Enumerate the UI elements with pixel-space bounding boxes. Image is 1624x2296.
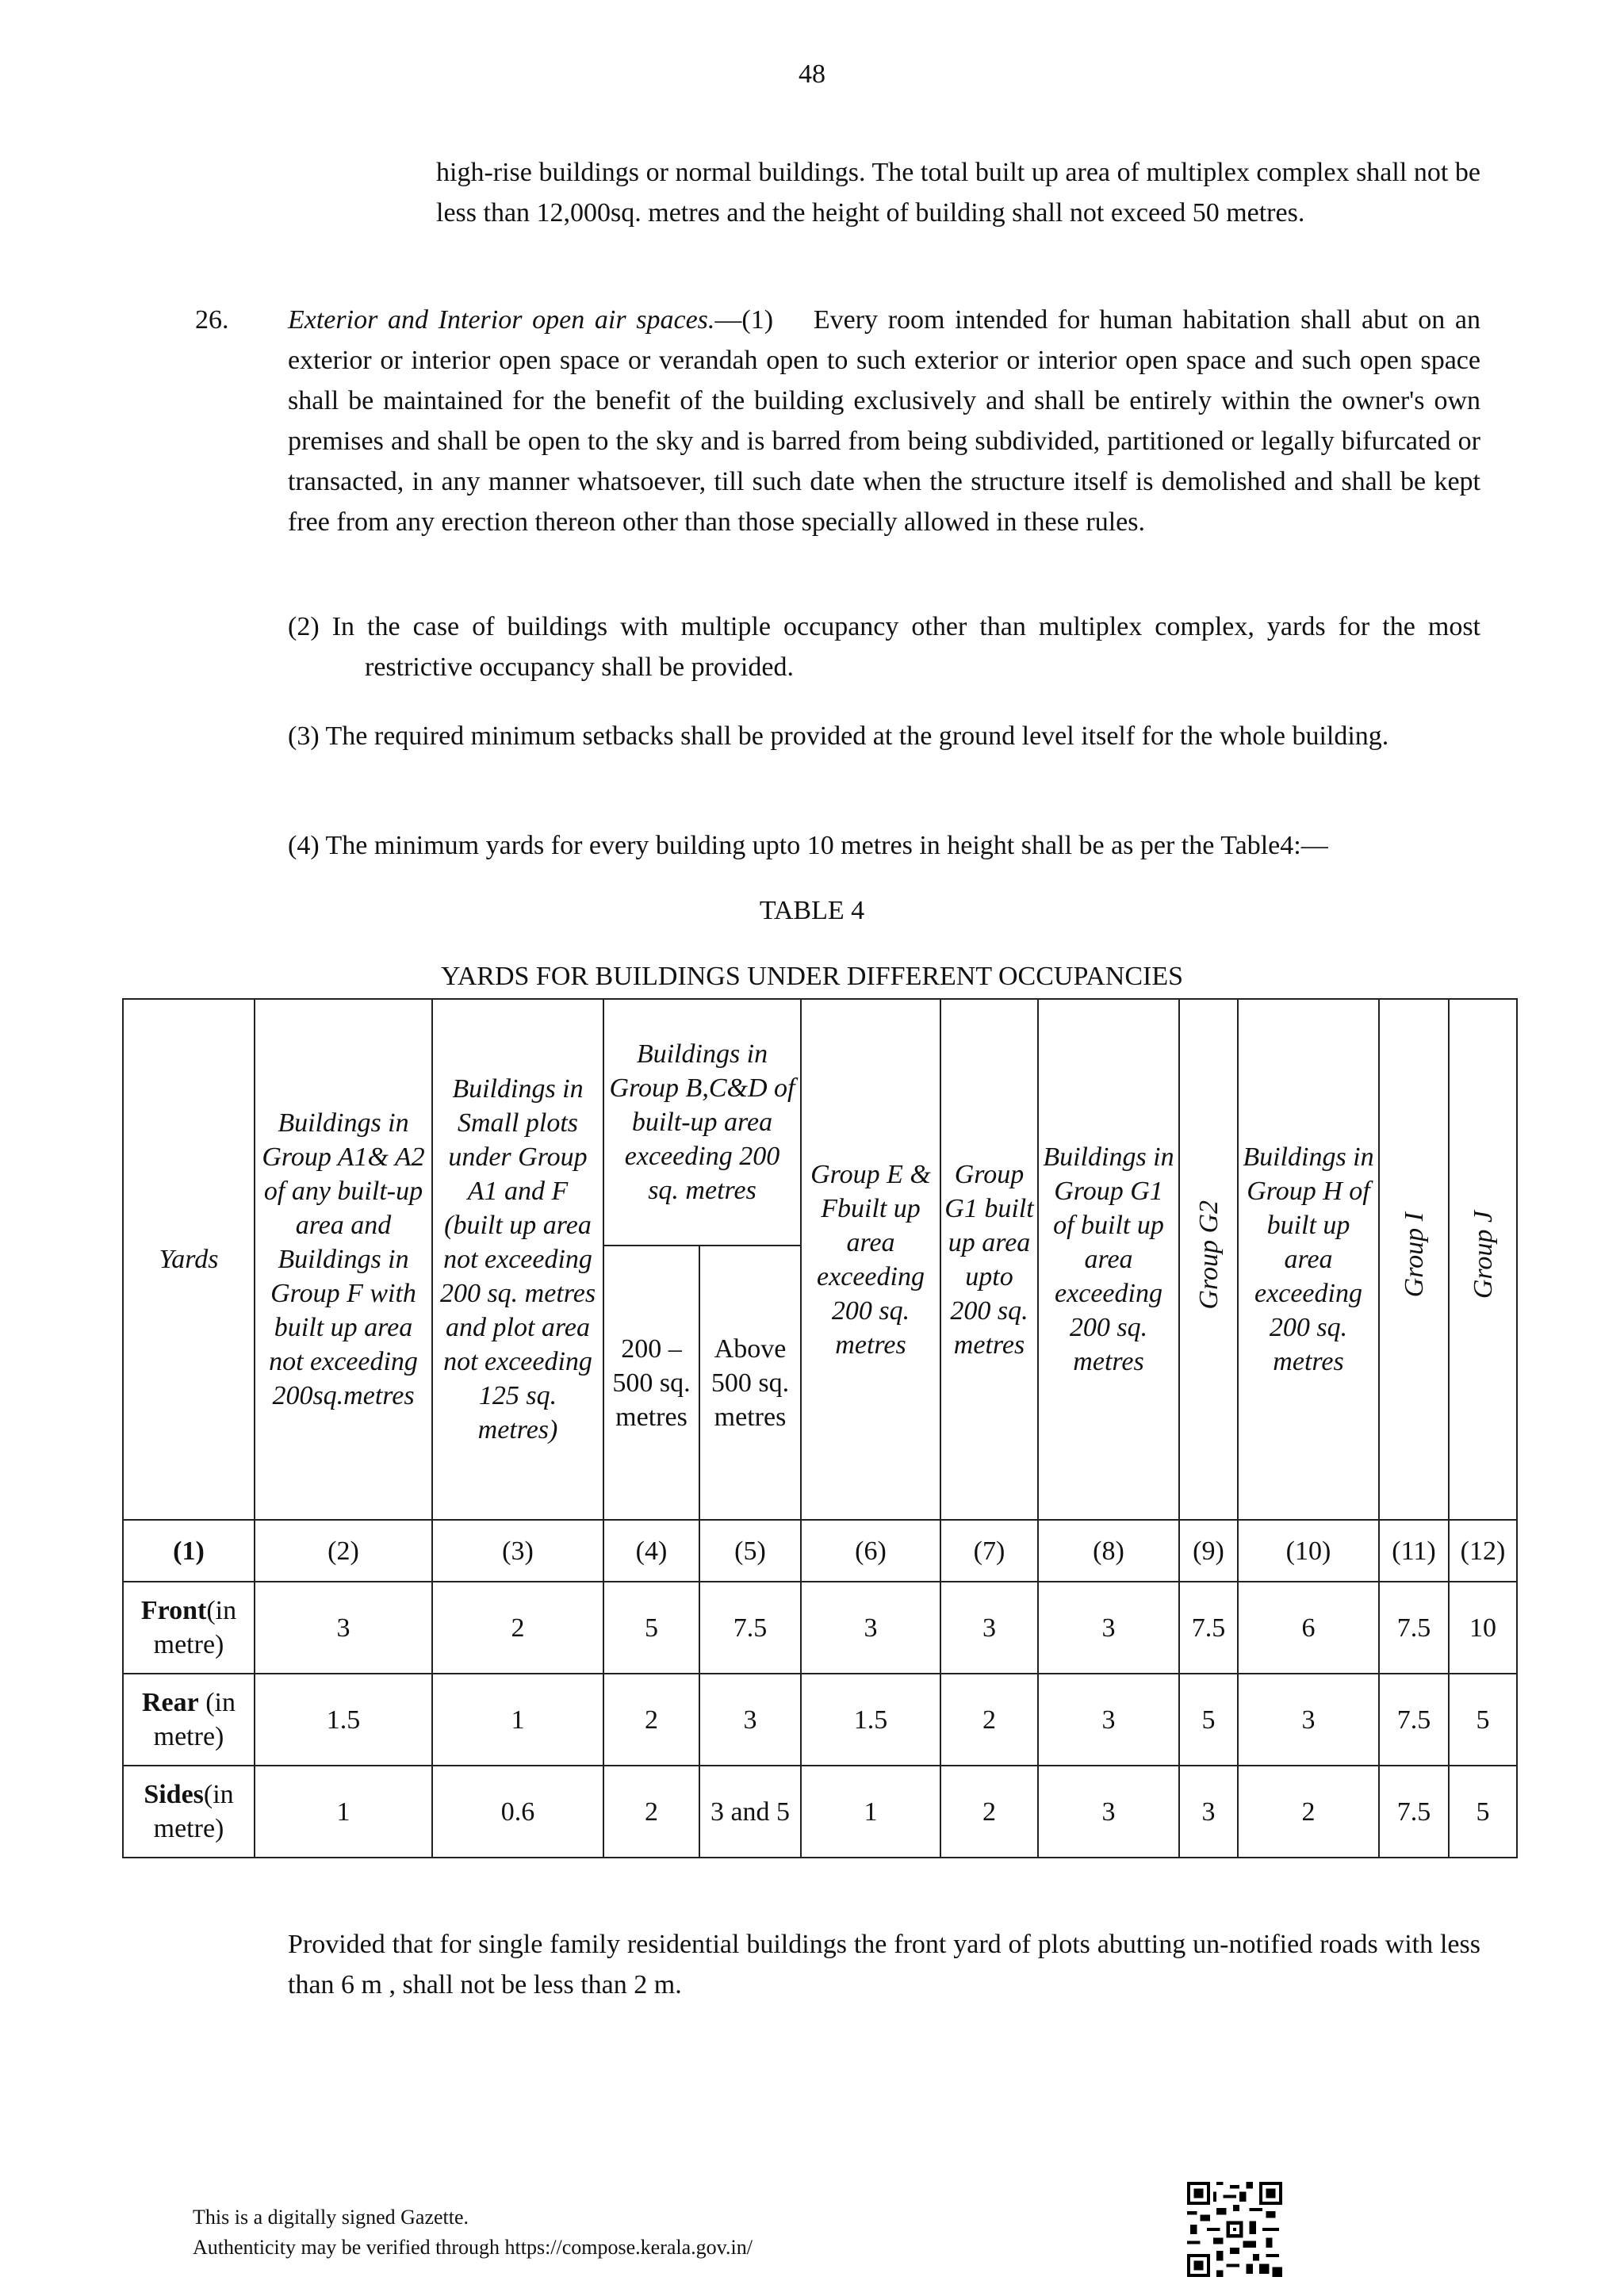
header-col-9-text: Group G2 bbox=[1193, 1200, 1224, 1310]
header-col-4: 200 – 500 sq. metres bbox=[603, 1246, 699, 1520]
table-cell: 7.5 bbox=[1179, 1582, 1238, 1674]
table-number: TABLE 4 bbox=[759, 896, 865, 925]
table-cell: 7.5 bbox=[1379, 1582, 1449, 1674]
header-col-12-text: Group J bbox=[1468, 1211, 1498, 1299]
table-cell: 1 bbox=[801, 1766, 940, 1858]
table-cell: 6 bbox=[1238, 1582, 1379, 1674]
table-cell: 10 bbox=[1449, 1582, 1517, 1674]
col-number-1-text: (1) bbox=[173, 1536, 205, 1566]
table-cell: 1 bbox=[432, 1674, 603, 1766]
qr-code-icon bbox=[1187, 2182, 1282, 2277]
table-cell: 5 bbox=[1449, 1674, 1517, 1766]
table-cell: 2 bbox=[603, 1674, 699, 1766]
table-cell: 3 bbox=[1038, 1674, 1179, 1766]
header-col-2: Buildings in Group A1& A2 of any built-up area and Buildings in Group F with built up area not exceeding 200sq.metres bbox=[255, 999, 432, 1520]
table-cell: 0.6 bbox=[432, 1766, 603, 1858]
header-col-10: Buildings in Group H of built up area exceeding 200 sq. metres bbox=[1238, 999, 1379, 1520]
table-row-sides bbox=[123, 1766, 1517, 1858]
table-cell: 3 bbox=[1238, 1674, 1379, 1766]
row-label-unit: (in metre) bbox=[153, 1596, 237, 1659]
table-row-front bbox=[123, 1582, 1517, 1674]
row-label-front bbox=[123, 1582, 255, 1674]
header-col-3: Buildings in Small plots under Group A1 and F (built up area not exceeding 200 sq. metres and plot area not exceeding 125 sq. metres) bbox=[432, 999, 603, 1520]
header-col-6: Group E & Fbuilt up area exceeding 200 sq. metres bbox=[801, 999, 940, 1520]
col-number: (10) bbox=[1238, 1520, 1379, 1582]
col-number: (8) bbox=[1038, 1520, 1179, 1582]
table-cell: 2 bbox=[940, 1674, 1038, 1766]
col-number: (2) bbox=[255, 1520, 432, 1582]
row-label-rear bbox=[123, 1674, 255, 1766]
col-number: (9) bbox=[1179, 1520, 1238, 1582]
header-col-4-5: Buildings in Group B,C&D of built-up area exceeding 200 sq. metres bbox=[603, 999, 801, 1246]
header-row-1 bbox=[123, 999, 1517, 1246]
table-cell: 7.5 bbox=[1379, 1766, 1449, 1858]
header-col-12 bbox=[1449, 999, 1517, 1520]
table-cell: 3 bbox=[699, 1674, 801, 1766]
continuation-paragraph: high-rise buildings or normal buildings. The total built up area of multiplex complex shall not be less than 12,000sq. metres and the height of building shall not exceed 50 metres. bbox=[436, 158, 1480, 228]
table-cell: 2 bbox=[432, 1582, 603, 1674]
table-title: YARDS FOR BUILDINGS UNDER DIFFERENT OCCUPANCIES bbox=[440, 962, 1184, 991]
header-col-8: Buildings in Group G1 of built up area exceeding 200 sq. metres bbox=[1038, 999, 1179, 1520]
table-cell: 2 bbox=[603, 1766, 699, 1858]
col-number: (11) bbox=[1379, 1520, 1449, 1582]
table-cell: 3 bbox=[1038, 1582, 1179, 1674]
clause-1-text: Every room intended for human habitation shall abut on an exterior or interior open space or verandah open to such exterior or interior open space and such open space shall be maintained for the benefit of the building exclusively and shall be entirely within the owner's own premises and shall be open to the sky and is barred from being subdivided, partitioned or legally bifurcated or transacted, in any manner whatsoever, till such date when the structure itself is demolished and shall be kept free from any erection thereon other than those specially allowed in these rules. bbox=[288, 305, 1481, 537]
proviso-paragraph: Provided that for single family residential buildings the front yard of plots abutting un-notified roads with less than 6 m , shall not be less than 2 m. bbox=[288, 1930, 1480, 1999]
col-number: (6) bbox=[801, 1520, 940, 1582]
clause-4: (4) The minimum yards for every building upto 10 metres in height shall be as per the Table4:— bbox=[288, 831, 1328, 860]
table-cell: 3 bbox=[801, 1582, 940, 1674]
section-number: 26. bbox=[195, 305, 229, 335]
clause-3: (3) The required minimum setbacks shall be provided at the ground level itself for the whole building. bbox=[288, 721, 1389, 751]
footer-line-2: Authenticity may be verified through https://compose.kerala.gov.in/ bbox=[193, 2236, 753, 2259]
table-cell: 7.5 bbox=[1379, 1674, 1449, 1766]
row-label-unit: (in metre) bbox=[153, 1688, 236, 1751]
row-label-bold: Sides bbox=[144, 1780, 204, 1809]
yards-table bbox=[122, 998, 1518, 1858]
table-row-rear bbox=[123, 1674, 1517, 1766]
section-26-clause-1 bbox=[288, 300, 1480, 542]
header-yards: Yards bbox=[123, 999, 255, 1520]
heading-dash: — bbox=[714, 305, 742, 335]
row-label-bold: Front bbox=[140, 1596, 207, 1625]
col-number: (12) bbox=[1449, 1520, 1517, 1582]
table-cell: 2 bbox=[940, 1766, 1038, 1858]
table-cell: 5 bbox=[1449, 1766, 1517, 1858]
footer-line-1: This is a digitally signed Gazette. bbox=[193, 2206, 469, 2229]
header-col-11-text: Group I bbox=[1399, 1212, 1429, 1298]
footer-note bbox=[193, 2202, 753, 2263]
table-cell: 1 bbox=[255, 1766, 432, 1858]
header-col-5: Above 500 sq. metres bbox=[699, 1246, 801, 1520]
header-col-9 bbox=[1179, 999, 1238, 1520]
table-cell: 5 bbox=[603, 1582, 699, 1674]
table-cell: 3 bbox=[940, 1582, 1038, 1674]
table-cell: 1.5 bbox=[801, 1674, 940, 1766]
col-number: (5) bbox=[699, 1520, 801, 1582]
header-col-11 bbox=[1379, 999, 1449, 1520]
table-cell: 2 bbox=[1238, 1766, 1379, 1858]
table-cell: 7.5 bbox=[699, 1582, 801, 1674]
table-cell: 1.5 bbox=[255, 1674, 432, 1766]
row-label-sides bbox=[123, 1766, 255, 1858]
table-cell: 3 bbox=[1038, 1766, 1179, 1858]
header-col-7: Group G1 built up area upto 200 sq. metres bbox=[940, 999, 1038, 1520]
table-cell: 5 bbox=[1179, 1674, 1238, 1766]
section-heading: Exterior and Interior open air spaces. bbox=[288, 305, 715, 335]
row-label-bold: Rear bbox=[141, 1688, 199, 1717]
table-cell: 3 bbox=[255, 1582, 432, 1674]
table-cell: 3 and 5 bbox=[699, 1766, 801, 1858]
page-number: 48 bbox=[799, 59, 825, 89]
col-number: (4) bbox=[603, 1520, 699, 1582]
clause-1-number: (1) bbox=[741, 305, 774, 335]
col-number-1 bbox=[123, 1520, 255, 1582]
col-number: (3) bbox=[432, 1520, 603, 1582]
col-number: (7) bbox=[940, 1520, 1038, 1582]
table-cell: 3 bbox=[1179, 1766, 1238, 1858]
column-number-row bbox=[123, 1520, 1517, 1582]
row-label-unit: (in metre) bbox=[153, 1780, 234, 1843]
clause-2: (2) In the case of buildings with multiple occupancy other than multiplex complex, yards for the most restrictive occupancy shall be provided. bbox=[288, 612, 1480, 682]
